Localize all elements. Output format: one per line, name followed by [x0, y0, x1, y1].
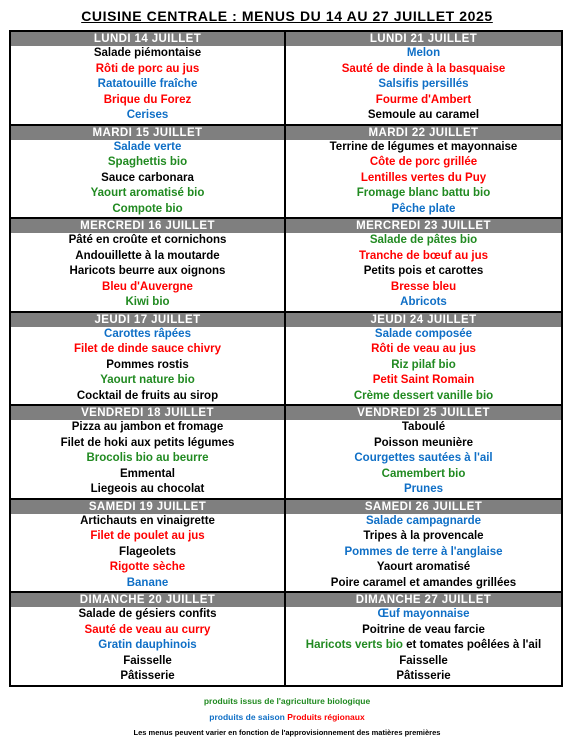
day-header: VENDREDI 18 JUILLET — [11, 406, 284, 420]
day-header: LUNDI 14 JUILLET — [11, 32, 284, 46]
menu-item: Yaourt aromatisé — [376, 561, 471, 574]
menu-item: Rôti de veau au jus — [371, 343, 476, 356]
day-header: LUNDI 21 JUILLET — [286, 32, 561, 46]
menu-item: Flageolets — [119, 545, 176, 558]
day-block — [11, 406, 284, 500]
menu-item: Terrine de légumes et mayonnaise — [329, 140, 518, 153]
menu-item: Faisselle — [123, 654, 172, 667]
menu-item: Spaghettis bio — [107, 156, 188, 169]
page-title: CUISINE CENTRALE : MENUS DU 14 AU 27 JUILLET 2025 — [81, 8, 493, 24]
menu-item: Fourme d'Ambert — [375, 93, 472, 106]
menu-item — [286, 638, 561, 654]
day-header: VENDREDI 25 JUILLET — [286, 406, 561, 420]
legend-season-region — [0, 712, 574, 722]
menu-item: Yaourt nature bio — [100, 374, 195, 387]
menu-item: Salade de pâtes bio — [369, 234, 478, 247]
menu-item: Prunes — [404, 483, 443, 496]
menu-item: Poire caramel et amandes grillées — [330, 576, 517, 589]
menu-item: Faisselle — [399, 654, 448, 667]
day-block — [286, 593, 561, 687]
menu-item: Compote bio — [112, 202, 183, 215]
menu-item: Carottes râpées — [104, 327, 191, 340]
legend-seasonal: produits de saison — [209, 712, 285, 722]
menu-item: Salsifis persillés — [378, 78, 469, 90]
day-block — [11, 500, 284, 594]
menu-item: Lentilles vertes du Puy — [360, 171, 487, 184]
day-block — [11, 219, 284, 313]
day-header: JEUDI 17 JUILLET — [11, 313, 284, 327]
menu-item: Melon — [406, 47, 441, 59]
day-header: MERCREDI 16 JUILLET — [11, 219, 284, 233]
menu-item: Rôti de porc au jus — [95, 62, 200, 75]
legend-regional: Produits régionaux — [287, 712, 365, 722]
day-block — [286, 126, 561, 220]
day-header: MARDI 15 JUILLET — [11, 126, 284, 140]
menu-item: Cocktail de fruits au sirop — [76, 389, 219, 402]
menu-item: Pizza au jambon et fromage — [71, 421, 224, 434]
menu-item: Taboulé — [401, 421, 446, 434]
menu-item: Sauté de veau au curry — [84, 623, 211, 636]
menu-item: Banane — [126, 576, 169, 589]
menu-item: Sauce carbonara — [101, 171, 194, 184]
menu-item: Yaourt aromatisé bio — [90, 187, 205, 200]
menu-item: Pommes rostis — [106, 358, 189, 371]
day-block — [286, 406, 561, 500]
menu-item: Pâtisserie — [120, 670, 175, 683]
menu-item: Camembert bio — [381, 467, 466, 480]
day-block — [11, 126, 284, 220]
menu-grid — [9, 30, 563, 687]
menu-item: Crème dessert vanille bio — [353, 389, 494, 402]
menu-item: Salade campagnarde — [365, 514, 482, 527]
menu-item: Pâtisserie — [396, 670, 451, 683]
menu-item: Haricots beurre aux oignons — [69, 265, 226, 278]
menu-item: Filet de poulet au jus — [90, 530, 205, 543]
day-header: SAMEDI 26 JUILLET — [286, 500, 561, 514]
menu-item-part: Haricots verts bio — [305, 639, 403, 652]
menu-item: Salade de gésiers confits — [78, 608, 217, 621]
menu-item: Pâté en croûte et cornichons — [68, 234, 227, 247]
day-header: JEUDI 24 JUILLET — [286, 313, 561, 327]
menu-item: Liegeois au chocolat — [90, 483, 205, 496]
day-block — [286, 313, 561, 407]
menu-item: Andouillette à la moutarde — [75, 249, 220, 262]
menu-item: Tripes à la provencale — [363, 530, 484, 543]
menu-item: Tranche de bœuf au jus — [358, 249, 489, 262]
day-block — [11, 32, 284, 126]
menu-item: Gratin dauphinois — [98, 639, 197, 652]
menu-item: Sauté de dinde à la basquaise — [341, 62, 506, 75]
day-block — [11, 593, 284, 687]
menu-item: Pommes de terre à l'anglaise — [344, 545, 503, 558]
day-block — [286, 32, 561, 126]
legend-organic: produits issus de l'agriculture biologique — [203, 696, 371, 706]
menu-item: Côte de porc grillée — [369, 156, 478, 169]
menu-item: Salade piémontaise — [93, 47, 202, 59]
menu-item: Ratatouille fraîche — [97, 78, 198, 90]
menu-item: Filet de hoki aux petits légumes — [60, 436, 235, 449]
menu-item: Abricots — [400, 296, 447, 309]
menu-item: Brique du Forez — [103, 93, 192, 106]
day-header: MERCREDI 23 JUILLET — [286, 219, 561, 233]
menu-item: Fromage blanc battu bio — [356, 187, 491, 200]
menu-item: Brocolis bio au beurre — [86, 452, 209, 465]
week-2-column — [286, 32, 561, 687]
legend-note: Les menus peuvent varier en fonction de l'approvisionnement des matières premières — [133, 728, 441, 737]
menu-item: Filet de dinde sauce chivry — [74, 343, 221, 356]
menu-item: Poisson meunière — [373, 436, 474, 449]
menu-item: Salade composée — [374, 327, 473, 340]
menu-item: Rigotte sèche — [109, 561, 186, 574]
menu-item: Petits pois et carottes — [363, 265, 484, 278]
day-header: SAMEDI 19 JUILLET — [11, 500, 284, 514]
menu-item: Petit Saint Romain — [372, 374, 475, 387]
day-header: DIMANCHE 27 JUILLET — [286, 593, 561, 607]
menu-item: Œuf mayonnaise — [377, 608, 470, 621]
menu-item: Cerises — [126, 109, 169, 121]
menu-item: Artichauts en vinaigrette — [80, 514, 215, 527]
menu-item: Kiwi bio — [125, 296, 170, 309]
menu-item: Semoule au caramel — [367, 109, 480, 121]
day-header: MARDI 22 JUILLET — [286, 126, 561, 140]
menu-item: Bresse bleu — [390, 280, 457, 293]
menu-item: Salade verte — [113, 140, 182, 153]
menu-item: Poitrine de veau farcie — [362, 623, 485, 636]
menu-item: Pêche plate — [391, 202, 456, 215]
day-header: DIMANCHE 20 JUILLET — [11, 593, 284, 607]
week-1-column — [11, 32, 286, 687]
day-block — [286, 500, 561, 594]
menu-item: Emmental — [120, 467, 175, 480]
day-block — [286, 219, 561, 313]
menu-item: Courgettes sautées à l'ail — [354, 452, 493, 465]
menu-item: Bleu d'Auvergne — [102, 280, 193, 293]
menu-item-part: et tomates poêlées à l'ail — [402, 639, 542, 652]
menu-item: Riz pilaf bio — [391, 358, 456, 371]
day-block — [11, 313, 284, 407]
